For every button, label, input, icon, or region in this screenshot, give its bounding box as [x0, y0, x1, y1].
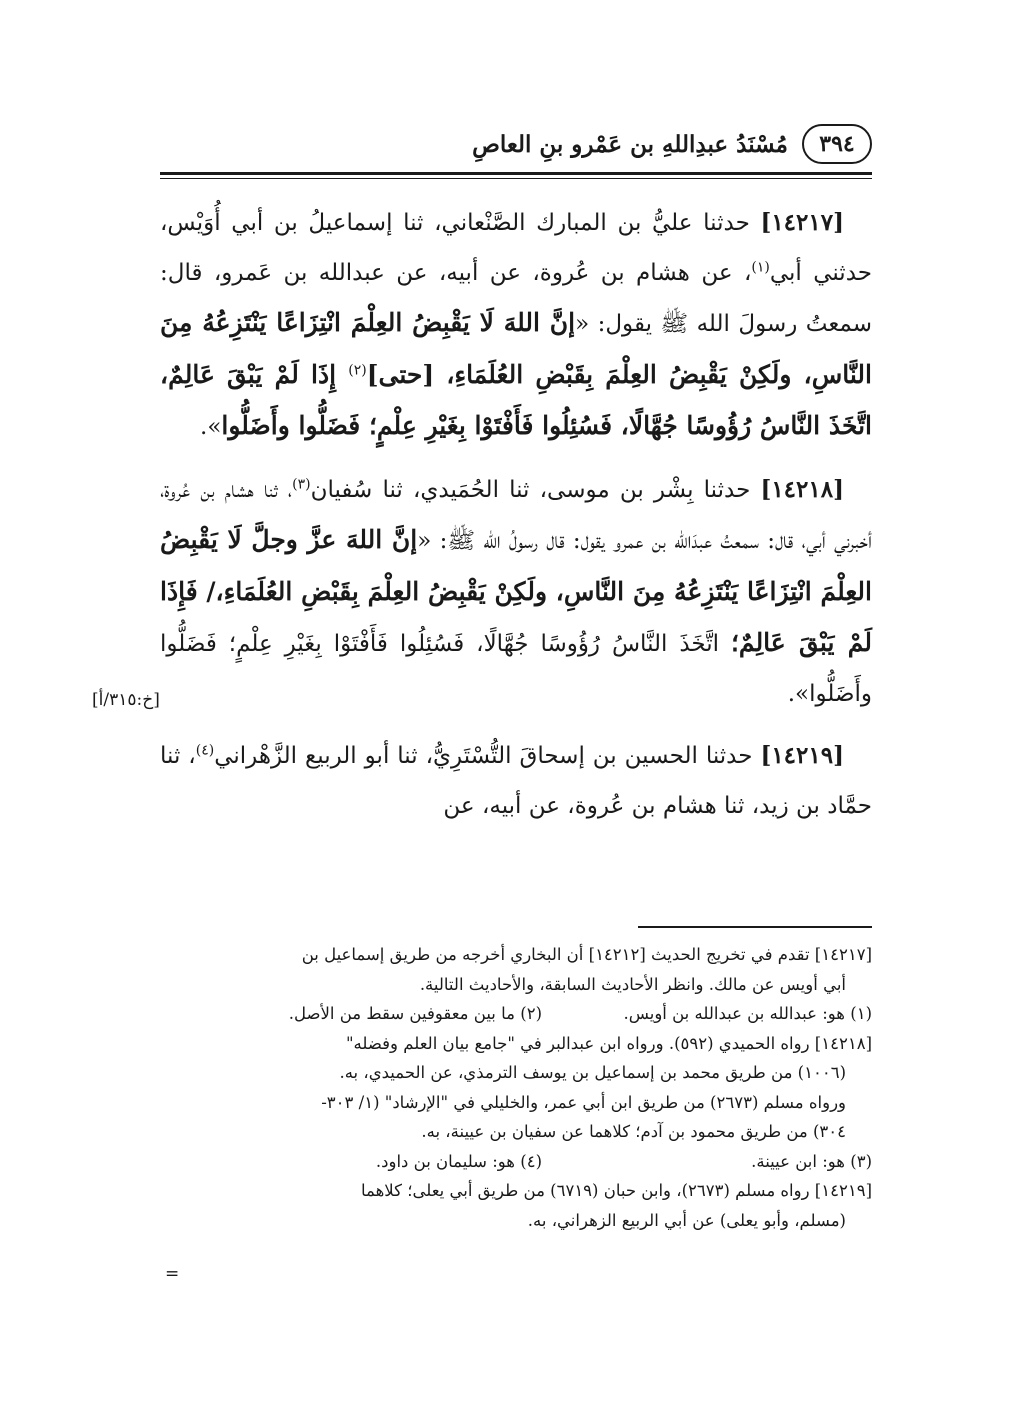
- footnote-line: [١٤٢١٨] رواه الحميدي (٥٩٢). ورواه ابن عبدالبر في "جامع بيان العلم وفضله": [345, 1033, 872, 1053]
- footnote-line: (مسلم، وأبو يعلى) عن أبي الربيع الزهراني، به.: [527, 1210, 846, 1230]
- footnote-line: ورواه مسلم (٢٦٧٣) من طريق ابن أبي عمر، والخليلي في "الإرشاد" (١/ ٣٠٣-: [321, 1092, 846, 1112]
- footnote-line: ٣٠٤) من طريق محمود بن آدم؛ كلاهما عن سفيان بن عيينة، به.: [421, 1122, 846, 1141]
- isnad-cont: ، ثنا هشام بن عُروة، أخبرني أبي، قال: سمعتُ عبدَالله بن عمرو يقول: قال رسولُ الله ﷺ: «: [160, 476, 872, 554]
- hadith-14219: [160, 731, 872, 831]
- footnote-3: (٣) هو: ابن عيينة.: [751, 1151, 872, 1171]
- main-text: [160, 198, 872, 843]
- hadith-number: [١٤٢١٨]: [760, 475, 844, 503]
- page-number: ٣٩٤: [802, 124, 872, 164]
- footnote-line: (١٠٠٦) من طريق محمد بن إسماعيل بن يوسف الترمذي، عن الحميدي، به.: [339, 1063, 846, 1082]
- continuation-mark: =: [165, 1264, 180, 1284]
- matn-rest: اتَّخَذَ النَّاسُ رُؤُوسًا جُهَّالًا، فَسُئِلُوا فَأَفْتَوْا بِغَيْرِ عِلْمٍ؛ فَضَلُّوا وأَضَلُّوا: [160, 631, 872, 707]
- footnote-pair: [160, 1147, 872, 1177]
- hadith-number: [١٤٢١٧]: [760, 209, 844, 236]
- footnote-4: (٤) هو: سليمان بن داود.: [375, 1151, 542, 1171]
- footnote-2: (٢) ما بين معقوفين سقط من الأصل.: [288, 1004, 542, 1023]
- footnote-ref: (٤): [195, 742, 215, 759]
- isnad: حدثنا الحسين بن إسحاقَ التُّسْتَرِيُّ، ثنا أبو الربيع الزَّهْراني: [214, 743, 761, 769]
- footnote-line: [١٤٢١٧] تقدم في تخريج الحديث [١٤٢١٢] أن البخاري أخرجه من طريق إسماعيل بن: [301, 945, 872, 964]
- footnote-ref: (٣): [292, 475, 311, 492]
- isnad-cont: ، عن هشام بن عُروة، عن أبيه، عن عبدالله بن عَمرو، قال: سمعتُ رسولَ الله ﷺ يقول: «: [160, 259, 872, 337]
- hadith-14218: [160, 465, 872, 720]
- footnotes: [160, 940, 872, 1235]
- isnad: حدثنا بِشْر بن موسى، ثنا الحُمَيدي، ثنا سُفيان: [310, 476, 761, 503]
- footnote-1: (١) هو: عبدالله بن عبدالله بن أويس.: [623, 1004, 872, 1023]
- isnad: حدثنا عليُّ بن المبارك الصَّنْعاني، ثنا إسماعيلُ بن أبي أُوَيْس، حدثني أبي: [160, 210, 872, 286]
- footnote-line: أبي أويس عن مالك. وانظر الأحاديث السابقة، والأحاديث التالية.: [419, 974, 846, 994]
- header-rule-thick: [160, 172, 872, 175]
- matn: إنَّ اللهَ عزَّ وجلَّ لَا يَقْبِضُ العِلْمَ انْتِزَاعًا يَنْتَزِعُهُ مِنَ النَّاسِ، ولَكِنْ يَقْبِضُ العِلْمَ بِقَبْضِ العُلَمَاءِ،/ فَإِذَا لَمْ يَبْقَ عَالِمٌ؛: [160, 525, 872, 657]
- isnad-cont: ، ثنا حمَّاد بن زيد، ثنا هشام بن عُروة، عن أبيه، عن: [160, 743, 872, 819]
- footnote-pair: [160, 999, 872, 1029]
- running-title: مُسْنَدُ عبدِاللهِ بن عَمْرو بنِ العاصِ: [472, 130, 788, 158]
- page-header: [160, 118, 872, 170]
- quote-close: ».: [787, 680, 810, 707]
- hadith-14217: [160, 198, 872, 453]
- quote-close: ».: [200, 414, 222, 440]
- footnote-line: [١٤٢١٩] رواه مسلم (٢٦٧٣)، وابن حبان (٦٧١٩) من طريق أبي يعلى؛ كلاهما: [361, 1181, 872, 1200]
- manuscript-margin-ref: [خ:٣١٥/أ]: [92, 690, 160, 710]
- hadith-number: [١٤٢١٩]: [760, 742, 844, 769]
- footnote-ref: (٢): [348, 361, 367, 378]
- footnote-rule: [638, 926, 872, 928]
- matn: إنَّ اللهَ لَا يَقْبِضُ العِلْمَ انْتِزَاعًا يَنْتَزِعُهُ مِنَ النَّاسِ، ولَكِنْ يَقْبِضُ العِلْمَ بِقَبْضِ العُلَمَاءِ، [حتى]: [160, 308, 872, 389]
- footnote-ref: (١): [751, 258, 770, 275]
- header-rule-thin: [160, 178, 872, 179]
- matn-cont: إِذَا لَمْ يَبْقَ عَالِمٌ، اتَّخَذَ النَّاسُ رُؤُوسًا جُهَّالًا، فَسُئِلُوا فَأَفْتَوْا بِغَيْرِ عِلْمٍ؛ فَضَلُّوا وأَضَلُّوا: [160, 359, 872, 440]
